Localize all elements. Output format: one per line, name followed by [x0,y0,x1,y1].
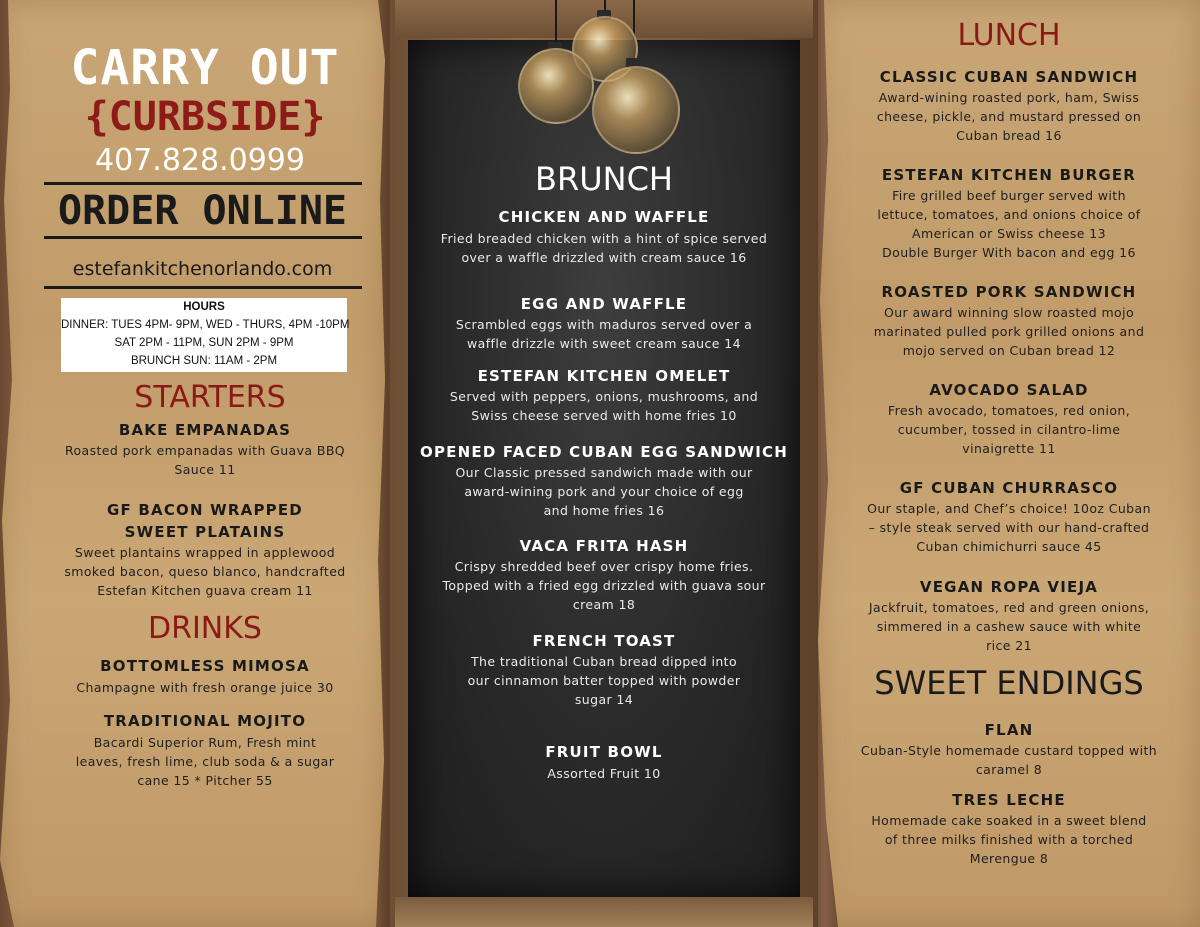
brunch-title: BRUNCH [535,160,673,198]
menu-item-name: OPENED FACED CUBAN EGG SANDWICH [420,443,788,461]
menu-item-desc: Estefan Kitchen guava cream 11 [97,583,313,598]
menu-item-name: TRES LECHE [952,791,1066,809]
starters-title: STARTERS [134,380,286,415]
menu-item-name: GF CUBAN CHURRASCO [899,479,1119,497]
menu-item-desc: cane 15 * Pitcher 55 [137,773,273,788]
sweet-endings-title: SWEET ENDINGS [874,664,1144,702]
menu-item-desc: and home fries 16 [543,503,665,518]
menu-item-name: FRENCH TOAST [532,632,676,650]
pendant-lamp-icon [518,48,594,124]
menu-item-name: ESTEFAN KITCHEN OMELET [477,367,731,385]
menu-item-desc: Roasted pork empanadas with Guava BBQ [64,443,346,458]
menu-item-desc: cream 18 [572,597,636,612]
menu-item-desc: sugar 14 [574,692,634,707]
hours-box [61,298,350,372]
menu-item-name: VACA FRITA HASH [519,537,689,555]
menu-item-desc: waffle drizzle with sweet cream sauce 14 [467,336,741,351]
lunch-title: LUNCH [957,18,1061,53]
drinks-title: DRINKS [148,611,262,646]
menu-item-desc: Homemade cake soaked in a sweet blend [871,813,1147,828]
menu-item-desc: award-wining pork and your choice of egg [464,484,744,499]
menu-item-name: ESTEFAN KITCHEN BURGER [881,166,1137,184]
phone-number[interactable]: 407.828.0999 [95,143,305,178]
pendant-lamp-icon [592,66,680,154]
divider [44,286,362,289]
menu-item-desc: Our Classic pressed sandwich made with our [455,465,753,480]
menu-item-desc: leaves, fresh lime, club soda & a sugar [75,754,335,769]
menu-item-desc: Champagne with fresh orange juice 30 [76,680,334,695]
menu-item-desc: Fire grilled beef burger served with [892,188,1126,203]
menu-item-desc: Sweet plantains wrapped in applewood [74,545,336,560]
menu-item-name: TRADITIONAL MOJITO [103,712,307,730]
website-link[interactable]: estefankitchenorlando.com [72,258,333,280]
menu-item-desc: Fried breaded chicken with a hint of spice served [440,231,768,246]
menu-item-desc: rice 21 [986,638,1032,653]
lamp-cord [555,0,557,45]
menu-item-desc: Bacardi Superior Rum, Fresh mint [93,735,317,750]
carry-out-heading: CARRY OUT [70,40,340,96]
menu-item-desc: Jackfruit, tomatoes, red and green onions, [868,600,1150,615]
menu-item-desc: vinaigrette 11 [962,441,1056,456]
menu-item-name: GF BACON WRAPPED [107,501,303,519]
menu-item-desc: Scrambled eggs with maduros served over a [455,317,753,332]
menu-item-desc: The traditional Cuban bread dipped into [471,654,737,669]
menu-item-desc: marinated pulled pork grilled onions and [873,324,1145,339]
menu-item-desc: of three milks finished with a torched [884,832,1134,847]
menu-item-desc: – style steak served with our hand-crafted [868,520,1150,535]
menu-item-desc: Our award winning slow roasted mojo [883,305,1135,320]
menu-item-name: BAKE EMPANADAS [118,421,292,439]
menu-item-desc: over a waffle drizzled with cream sauce 16 [461,250,747,265]
menu-item-desc: caramel 8 [975,762,1043,777]
menu-item-desc: Cuban chimichurri sauce 45 [916,539,1102,554]
menu-item-desc: our cinnamon batter topped with powder [467,673,741,688]
divider [44,182,362,185]
menu-item-desc: Award-wining roasted pork, ham, Swiss [878,90,1140,105]
menu-item-name: FRUIT BOWL [545,743,663,761]
divider [44,236,362,239]
hours-title: HOURS [183,301,225,313]
menu-item-desc: Topped with a fried egg drizzled with guava sour [442,578,766,593]
menu-item-desc: cucumber, tossed in cilantro-lime [897,422,1121,437]
menu-item-name: EGG AND WAFFLE [520,295,688,313]
menu-item-desc: Crispy shredded beef over crispy home fries. [454,559,754,574]
menu-item-name: FLAN [984,721,1034,739]
menu-item-name: CLASSIC CUBAN SANDWICH [879,68,1139,86]
menu-item-desc: Fresh avocado, tomatoes, red onion, [887,403,1131,418]
curbside-heading: {CURBSIDE} [84,94,326,140]
menu-item-name: SWEET PLATAINS [124,523,286,541]
menu-item-desc: Swiss cheese served with home fries 10 [471,408,737,423]
menu-item-desc: simmered in a cashew sauce with white [876,619,1142,634]
menu-item-desc: Merengue 8 [969,851,1049,866]
hours-line: DINNER: TUES 4PM- 9PM, WED - THURS, 4PM -10PM [61,319,350,331]
menu-item-desc: Assorted Fruit 10 [547,766,661,781]
menu-item-name: VEGAN ROPA VIEJA [919,578,1099,596]
hours-line: BRUNCH SUN: 11AM - 2PM [130,355,278,367]
menu-item-desc: lettuce, tomatoes, and onions choice of [877,207,1141,222]
menu-item-name: CHICKEN AND WAFFLE [498,208,710,226]
menu-item-name: AVOCADO SALAD [929,381,1089,399]
menu-item-desc: Cuban-Style homemade custard topped with [860,743,1158,758]
menu-item-desc: cheese, pickle, and mustard pressed on [876,109,1142,124]
menu-item-desc: American or Swiss cheese 13 [912,226,1106,241]
menu-item-name: ROASTED PORK SANDWICH [881,283,1137,301]
menu-item-desc: Double Burger With bacon and egg 16 [882,245,1136,260]
frame-bottom-rail [395,897,813,927]
menu-item-desc: Cuban bread 16 [956,128,1062,143]
menu-item-name: BOTTOMLESS MIMOSA [100,657,310,675]
hours-line: SAT 2PM - 11PM, SUN 2PM - 9PM [114,337,294,349]
menu-item-desc: mojo served on Cuban bread 12 [902,343,1116,358]
menu-item-desc: Our staple, and Chef’s choice! 10oz Cuban [867,501,1151,516]
menu-item-desc: Served with peppers, onions, mushrooms, and [449,389,759,404]
menu-item-desc: Sauce 11 [174,462,236,477]
order-online-heading[interactable]: ORDER ONLINE [58,188,347,234]
menu-item-desc: smoked bacon, queso blanco, handcrafted [64,564,346,579]
